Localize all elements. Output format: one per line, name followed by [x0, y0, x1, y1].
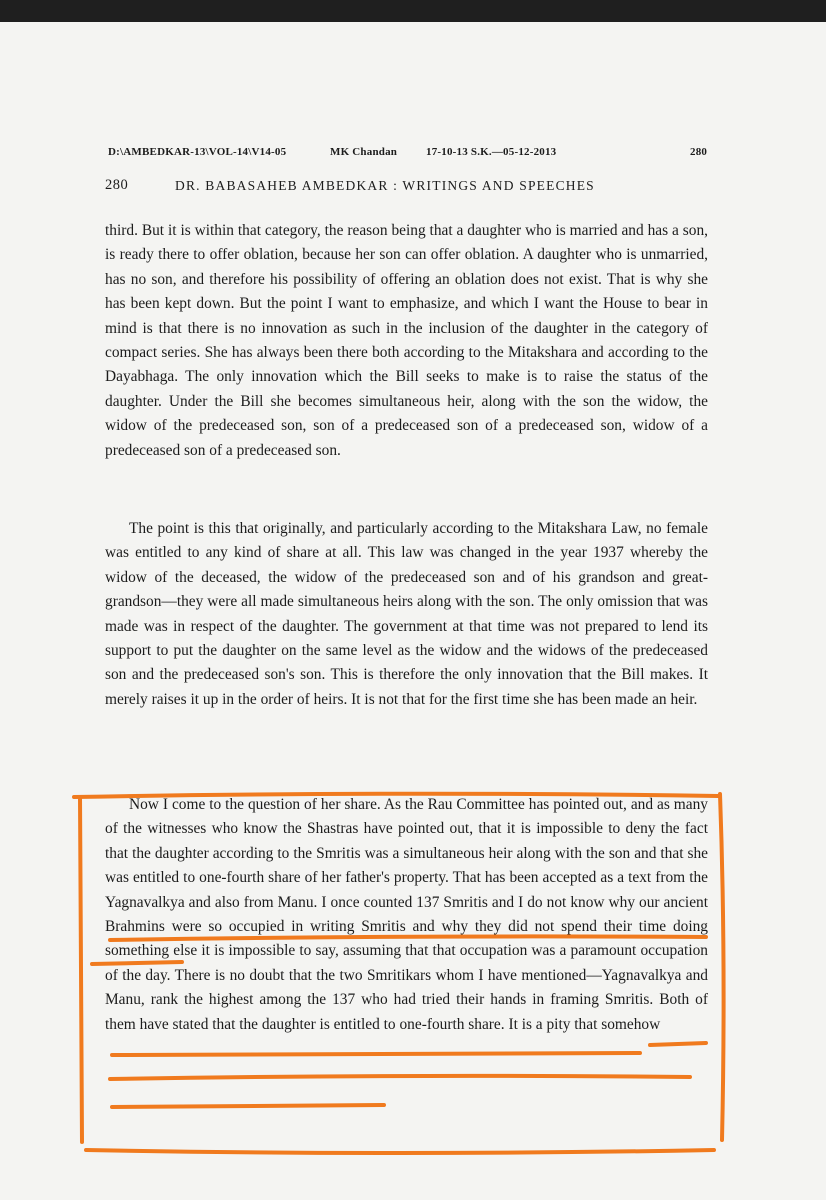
operator-name: MK Chandan: [330, 146, 398, 158]
paragraph-text: third. But it is within that category, the reason being that a daughter who is married and has a son, is ready there to offer oblation, because her son can offer oblation. A daughter who is unmarried, has no son, and therefore his possibility of offering an oblation does not exist. That is why she has been kept down. But the point I want to emphasize, and which I want the House to bear in mind is that there is no innovation as such in the inclusion of the daughter in the category of compact series. She has always been there both according to the Mitakshara and according to the Dayabhaga. The only innovation which the Bill seeks to make is to raise the status of the daughter. Under the Bill she becomes simultaneous heir, along with the son the widow, the widow of the predeceased son, son of a predeceased son of a predeceased son, widow of a predeceased son of a predeceased son.: [105, 222, 708, 459]
paragraph-2: [105, 517, 708, 712]
paragraph-1: [105, 219, 708, 463]
top-dark-bar: [0, 0, 826, 22]
book-title: DR. BABASAHEB AMBEDKAR : WRITINGS AND SPEECHES: [175, 178, 595, 193]
underline-6: [112, 1105, 384, 1107]
paragraph-text: The point is this that originally, and particularly according to the Mitakshara Law, no female was entitled to any kind of share at all. This law was changed in the year 1937 whereby the widow of the deceased, the widow of the predeceased son and of his grandson and great-grandson—they were all made simultaneous heirs along with the son. The only omission that was made was in respect of the daughter. The government at that time was not prepared to lend its support to put the daughter on the same level as the widow and the widows of the predeceased son and the predeceased son's son. This is therefore the only innovation that the Bill makes. It merely raises it up in the order of heirs. It is not that for the first time she has been made an heir.: [105, 520, 708, 708]
page-number: 280: [105, 177, 129, 193]
annotation-box-bottom: [86, 1150, 714, 1153]
file-path: D:\AMBEDKAR-13\VOL-14\V14-05: [108, 146, 287, 158]
underline-5: [110, 1076, 690, 1079]
underline-4: [650, 1043, 706, 1045]
underline-3: [112, 1053, 640, 1055]
paragraph-text: Now I come to the question of her share. As the Rau Committee has pointed out, and as many of the witnesses who know the Shastras have pointed out, that it is impossible to deny the fact that the daughter according to the Smritis was a simultaneous heir along with the son and that she was entitled to one-fourth share of her father's property. That has been accepted as a text from the Yagnavalkya and also from Manu. I once counted 137 Smritis and I do not know why our ancient Brahmins were so occupied in writing Smritis and why they did not spend their time doing something else it is impossible to say, assuming that that occupation was a paramount occupation of the day. There is no doubt that the two Smritikars whom I have mentioned—Yagnavalkya and Manu, rank the highest among the 137 who had tried their hands in framing Smritis. Both of them have stated that the daughter is entitled to one-fourth share. It is a pity that somehow: [105, 796, 708, 1033]
running-head: [105, 177, 665, 199]
annotation-box-right: [720, 794, 724, 1140]
file-header: [108, 146, 710, 162]
annotation-box-left: [80, 797, 82, 1142]
file-dates: 17-10-13 S.K.—05-12-2013: [426, 146, 557, 158]
paragraph-3-highlighted: [105, 793, 708, 1037]
file-page-number: 280: [690, 146, 708, 158]
